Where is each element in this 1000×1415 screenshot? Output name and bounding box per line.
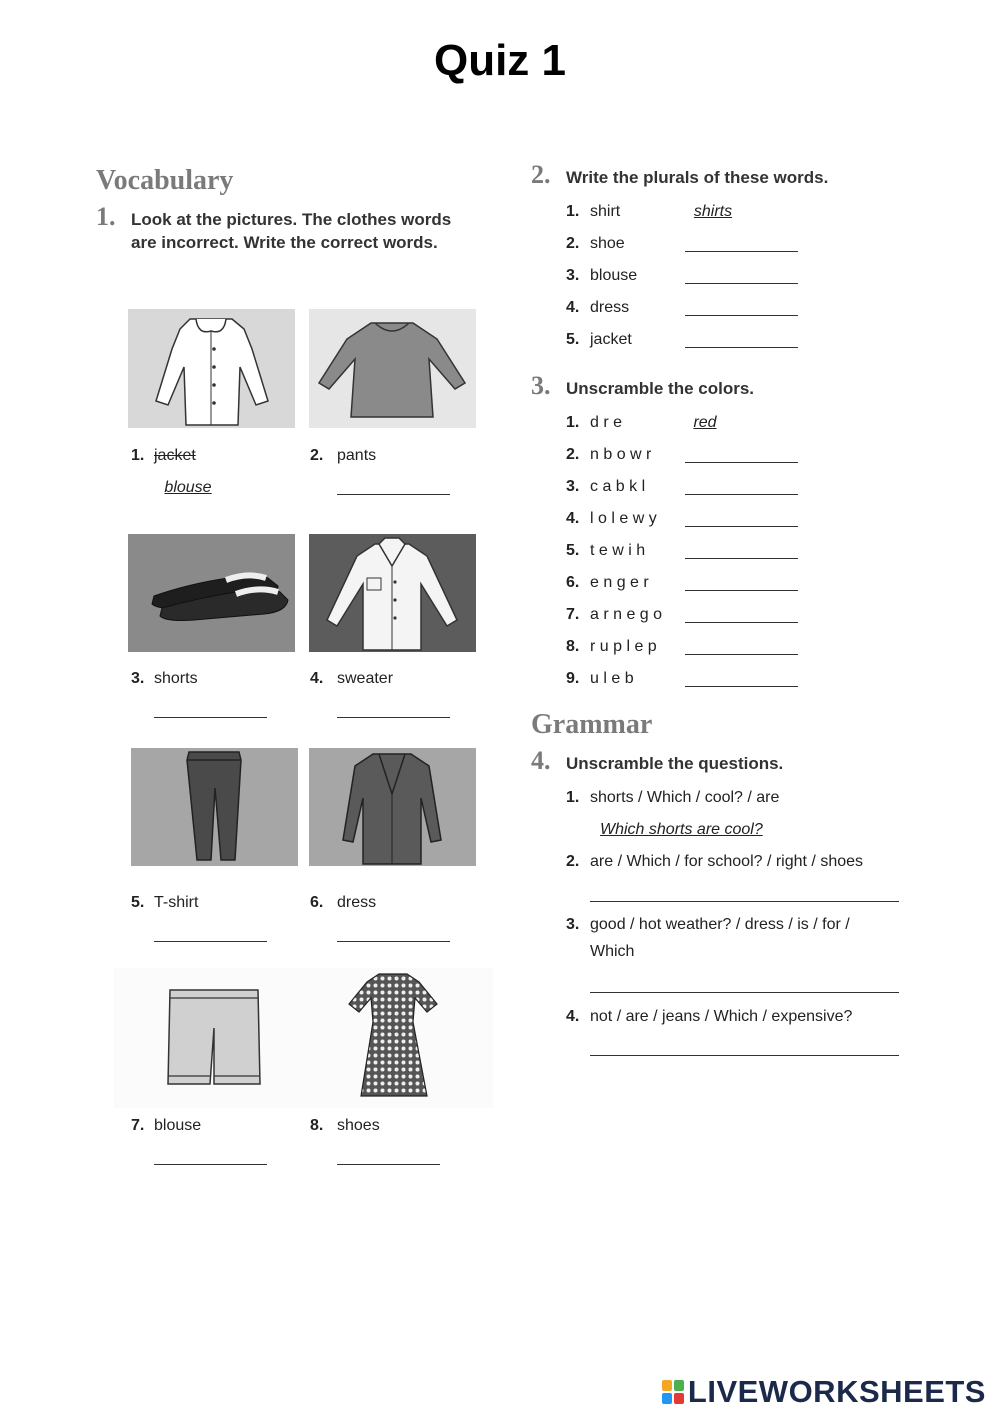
q3-item-7-word: a r n e g o [590, 606, 663, 623]
q1-item-1-number: 1. [131, 447, 145, 464]
q3-item-9-number: 9. [566, 670, 580, 687]
q2-item-5-answer-line[interactable] [685, 347, 798, 348]
q2-item-4-number: 4. [566, 299, 580, 316]
q3-item-1-answer[interactable]: red [693, 414, 717, 431]
q4-item-3-words-line2: Which [590, 943, 635, 960]
q2-instruction: Write the plurals of these words. [566, 168, 829, 187]
q3-item-9-answer-line[interactable] [685, 686, 798, 687]
q4-item-3-number: 3. [566, 916, 580, 933]
q2-item-1-number: 1. [566, 203, 580, 220]
q3-item-4-answer-line[interactable] [685, 526, 798, 527]
shorts-picture [114, 968, 295, 1108]
q2-item-2-number: 2. [566, 235, 580, 252]
grammar-heading: Grammar [531, 709, 653, 740]
q2-item-3-answer-line[interactable] [685, 283, 798, 284]
q3-item-3-number: 3. [566, 478, 580, 495]
q1-item-3-number: 3. [131, 670, 145, 687]
q3-item-6-answer-line[interactable] [685, 590, 798, 591]
pants-picture [131, 748, 298, 866]
q3-item-2-answer-line[interactable] [685, 462, 798, 463]
coat-picture [309, 748, 476, 866]
q2-item-1-word: shirt [590, 203, 621, 220]
q1-item-3-answer-line[interactable] [154, 717, 267, 718]
q3-item-5-answer-line[interactable] [685, 558, 798, 559]
q1-item-7-answer-line[interactable] [154, 1164, 267, 1165]
q2-item-1-answer[interactable]: shirts [693, 203, 733, 220]
q1-item-5-word: T-shirt [154, 894, 199, 911]
q1-number: 1. [96, 202, 116, 231]
q3-item-3-word: c a b k l [590, 478, 646, 495]
q2-number: 2. [531, 160, 551, 189]
q3-item-3-answer-line[interactable] [685, 494, 798, 495]
q4-item-3-words-line1: good / hot weather? / dress / is / for / [590, 916, 850, 933]
q2-item-2-word: shoe [590, 235, 625, 252]
q1-instruction: Look at the pictures. The clothes words are incorrect. Write the correct words. [131, 210, 452, 252]
q2-item-3-word: blouse [590, 267, 638, 284]
liveworksheets-logo-text: LIVEWORKSHEETS [687, 1374, 986, 1409]
liveworksheets-logo[interactable] [662, 1374, 986, 1410]
q1-item-2-number: 2. [310, 447, 324, 464]
q1-item-8-answer-line[interactable] [337, 1164, 440, 1165]
logo-square-4 [674, 1393, 684, 1404]
page-title: Quiz 1 [433, 36, 567, 85]
q1-item-5-number: 5. [131, 894, 145, 911]
q3-item-2-word: n b o w r [590, 446, 652, 463]
q1-item-8-number: 8. [310, 1117, 324, 1134]
q4-item-2-answer-line[interactable] [590, 901, 899, 902]
q3-item-1-word: d r e [590, 414, 623, 431]
q3-item-8-answer-line[interactable] [685, 654, 798, 655]
q1-item-2-answer-line[interactable] [337, 494, 450, 495]
q2-item-5-number: 5. [566, 331, 580, 348]
q3-item-1-number: 1. [566, 414, 580, 431]
q1-item-4-answer-line[interactable] [337, 717, 450, 718]
q3-item-8-word: r u p l e p [590, 638, 657, 655]
q1-item-4-number: 4. [310, 670, 324, 687]
q1-item-7-number: 7. [131, 1117, 145, 1134]
q4-item-4-answer-line[interactable] [590, 1055, 899, 1056]
q4-item-4-number: 4. [566, 1008, 580, 1025]
dress-picture [295, 968, 493, 1108]
logo-square-2 [674, 1380, 684, 1391]
q4-item-3-answer-line[interactable] [590, 992, 899, 993]
q4-item-1-answer[interactable]: Which shorts are cool? [600, 821, 763, 838]
liveworksheets-logo-icon [662, 1380, 684, 1404]
q4-item-2-number: 2. [566, 853, 580, 870]
q3-number: 3. [531, 371, 551, 400]
q1-item-1-answer[interactable]: blouse [164, 479, 212, 496]
q1-item-3-word: shorts [154, 670, 198, 687]
q1-item-6-answer-line[interactable] [337, 941, 450, 942]
q2-item-2-answer-line[interactable] [685, 251, 798, 252]
q3-item-8-number: 8. [566, 638, 580, 655]
q2-item-4-answer-line[interactable] [685, 315, 798, 316]
q4-instruction: Unscramble the questions. [566, 754, 784, 773]
q3-item-4-number: 4. [566, 510, 580, 527]
q1-item-8-word: shoes [337, 1117, 380, 1134]
q3-instruction: Unscramble the colors. [566, 379, 755, 398]
q1-item-5-answer-line[interactable] [154, 941, 267, 942]
shirt-picture [309, 534, 476, 652]
q4-item-1-words: shorts / Which / cool? / are [590, 789, 780, 806]
q4-item-4-words: not / are / jeans / Which / expensive? [590, 1008, 853, 1025]
q1-item-1-word: jacket [154, 447, 196, 464]
logo-square-3 [662, 1393, 672, 1404]
q4-item-2-words: are / Which / for school? / right / shoes [590, 853, 864, 870]
q3-item-5-number: 5. [566, 542, 580, 559]
q2-item-4-word: dress [590, 299, 630, 316]
q3-item-6-number: 6. [566, 574, 580, 591]
q2-item-3-number: 3. [566, 267, 580, 284]
q1-item-7-word: blouse [154, 1117, 202, 1134]
q1-item-2-word: pants [337, 447, 377, 464]
shoes-picture [128, 534, 295, 652]
q3-item-7-number: 7. [566, 606, 580, 623]
q1-item-4-word: sweater [337, 670, 394, 687]
q4-number: 4. [531, 746, 551, 775]
q3-item-5-word: t e w i h [590, 542, 646, 559]
q3-item-6-word: e n g e r [590, 574, 649, 591]
sweater-picture [309, 309, 476, 428]
q2-item-5-word: jacket [590, 331, 632, 348]
vocabulary-heading: Vocabulary [96, 165, 234, 196]
q3-item-2-number: 2. [566, 446, 580, 463]
q3-item-7-answer-line[interactable] [685, 622, 798, 623]
q1-item-6-number: 6. [310, 894, 324, 911]
q4-item-1-number: 1. [566, 789, 580, 806]
q1-item-6-word: dress [337, 894, 377, 911]
blouse-picture [128, 309, 295, 428]
q3-item-4-word: l o l e w y [590, 510, 657, 527]
logo-square-1 [662, 1380, 672, 1391]
q3-item-9-word: u l e b [590, 670, 634, 687]
